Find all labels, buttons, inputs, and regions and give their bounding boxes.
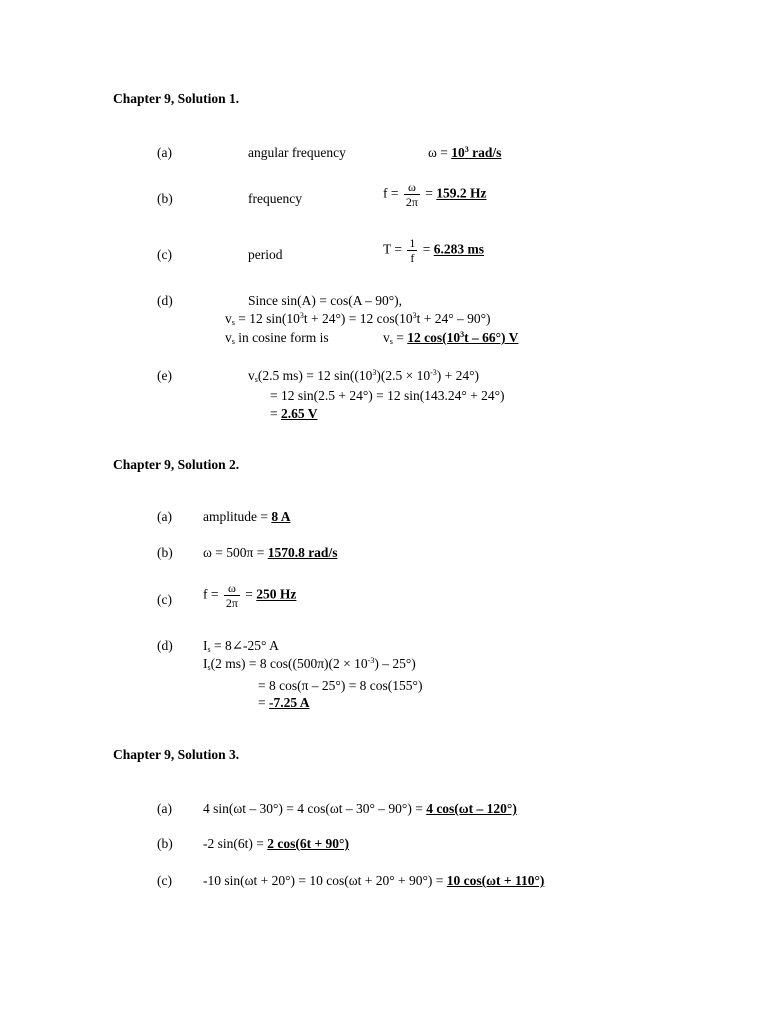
s3-c-answer: 10 cos(ωt + 110°) [446,873,545,888]
s1-d-line1: Since sin(A) = cos(A – 90°), [248,293,402,308]
s2-d-line1: $I_s$ = 8∠-25° A [203,638,279,654]
s1-c-equation: T = $\frac{1}{f}$ = 6.283 ms [383,236,484,265]
s2-c-equation: f = $\frac{\omega}{2\pi}$ = 250 Hz [203,581,297,610]
s1-c-name: period [248,247,283,262]
s2-b-line: ω = 500π = 1570.8 rad/s [203,545,338,560]
s1-e-line3: = 2.65 V [270,406,318,421]
s2-c-answer: 250 Hz [256,586,297,602]
solution-3-heading: Chapter 9, Solution 3. [113,747,240,762]
s1-c-label: (c) [157,247,172,262]
s1-e-line1: $v_s(2.5$ ms) = 12 $\sin((10^3)(2.5 \times 10^{-3}) + 24^\circ)$ [248,368,480,384]
s3-a-label: (a) [157,801,172,816]
s2-a-label: (a) [157,509,172,524]
fraction: $\frac{1}{f}$ [409,236,416,265]
fraction: $\frac{\omega}{2\pi}$ [405,180,418,209]
s1-d-line2: $v_s = 12$ $\sin(10^3t + 24^\circ) = 12$ $\cos(10^3t + 24^\circ - 90^\circ)$ [225,311,491,327]
s1-b-label: (b) [157,191,173,206]
solution-2-heading: Chapter 9, Solution 2. [113,457,240,472]
fraction: $\frac{\omega}{2\pi}$ [225,581,238,610]
s1-b-name: frequency [248,191,302,206]
s2-d-line4: = -7.25 A [258,695,310,710]
s2-a-line: amplitude = 8 A [203,509,291,524]
s1-a-answer: $10^3$ rad/s [451,145,502,160]
s3-a-line: 4 sin(ωt – 30°) = 4 cos(ωt – 30° – 90°) = 4 cos(ωt – 120°) [203,801,517,816]
s2-c-label: (c) [157,592,172,607]
s1-a-label: (a) [157,145,172,160]
s2-d-answer: -7.25 A [269,695,310,710]
s3-c-line: -10 sin(ωt + 20°) = 10 cos(ωt + 20° + 90°) = 10 cos(ωt + 110°) [203,873,545,888]
s1-b-answer: 159.2 Hz [436,185,487,201]
s2-d-label: (d) [157,638,173,653]
solution-1-heading: Chapter 9, Solution 1. [113,91,240,106]
s2-a-answer: 8 A [271,509,291,524]
s1-a-name: angular frequency [248,145,346,160]
s1-d-line3-text: $v_s$ in cosine form is [225,330,329,346]
s2-d-line3: = 8 cos(π – 25°) = 8 cos(155°) [258,678,423,693]
s3-c-label: (c) [157,873,172,888]
s3-a-answer: 4 cos(ωt – 120°) [426,801,517,816]
s2-d-line2: $I_s(2$ ms) = 8 $\cos((500\pi)(2 \times 10^{-3}) - 25^\circ)$ [203,656,416,672]
s3-b-line: -2 sin(6t) = 2 cos(6t + 90°) [203,836,349,851]
s2-b-answer: 1570.8 rad/s [267,545,338,560]
s1-a-equation [428,145,501,161]
omega-symbol: ω = [428,145,448,160]
s2-b-label: (b) [157,545,173,560]
s1-e-answer: 2.65 V [281,406,318,421]
s1-b-equation: f = $\frac{\omega}{2\pi}$ = 159.2 Hz [383,180,487,209]
s1-d-label: (d) [157,293,173,308]
s1-e-label: (e) [157,368,172,383]
s1-c-answer: 6.283 ms [433,241,484,257]
s1-d-line3-result: $v_s = 12$ $\cos(10^3t - 66^\circ)$ V [383,330,519,346]
s3-b-answer: 2 cos(6t + 90°) [267,836,349,851]
s1-d-answer: 12 $\cos(10^3t - 66^\circ)$ V [407,330,519,345]
s1-e-line2: = 12 sin(2.5 + 24°) = 12 sin(143.24° + 24°) [270,388,505,403]
s3-b-label: (b) [157,836,173,851]
